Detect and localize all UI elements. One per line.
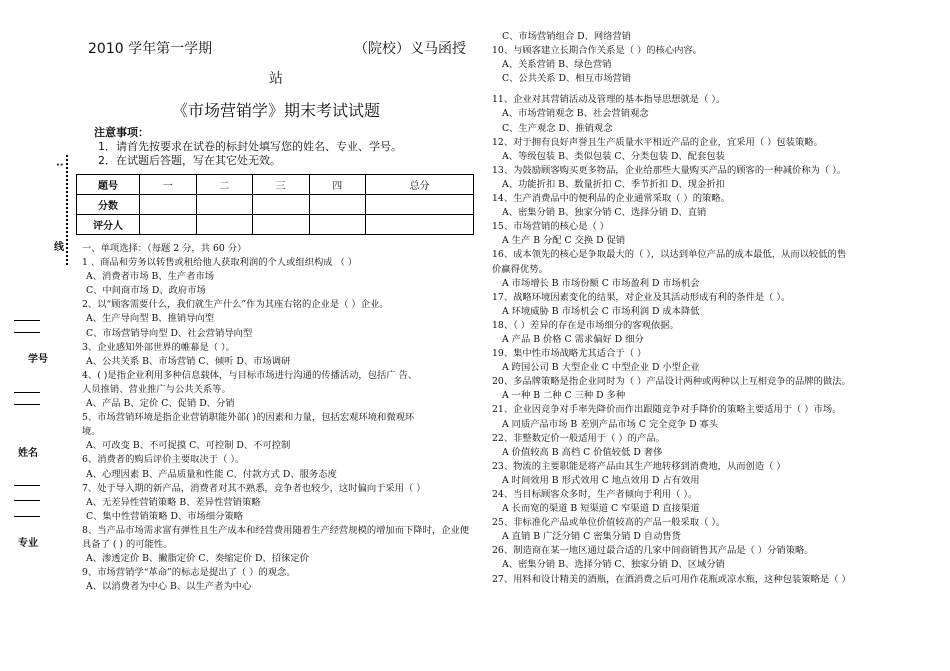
question-line: A、关系营销 B、绿色营销 [502,59,612,71]
binding-margin [0,150,72,550]
spine-label-major: 专业 [18,538,38,549]
spine-label-student-id: 学号 [28,354,48,365]
question-line: 8、当产品市场需求富有弹性且生产成本和经营费用随着生产经营规模的增加而下降时，企业便 [82,524,470,536]
question-line: 15、市场营销的核心是（ ） [492,221,610,233]
question-line: 9、市场营销学“革命”的标志是提出了（ ）的观念。 [82,567,296,579]
score-cell[interactable] [196,195,253,215]
question-line: 20、多品牌策略是指企业同时为（ ）产品设计两种或两种以上互相竞争的品牌的做法。 [492,376,851,388]
score-row-label: 分数 [77,195,140,215]
question-line: 境。 [82,426,101,438]
question-line: A、产品 B、定价 C、促销 D、分销 [86,398,235,410]
question-line: C、中间商市场 D、政府市场 [86,285,206,297]
spine-rule [14,516,40,517]
score-cell[interactable] [366,195,474,215]
question-line: A、市场营销观念 B、社会营销观念 [502,108,649,120]
question-line: A 生产 B 分配 C 交换 D 促销 [502,235,626,247]
spine-rule [14,500,40,501]
question-line: 3、企业感知外部世界的帷幕是（ ）。 [82,341,235,353]
question-line: A 产品 B 价格 C 需求偏好 D 细分 [502,333,644,345]
question-line: 6、消费者的购后评价主要取决于（ ）。 [82,454,245,466]
question-line: A、生产导向型 B、推销导向型 [86,313,215,325]
spine-rule [14,392,40,393]
question-line: A 长而宽的渠道 B 短渠道 C 窄渠道 D 直接渠道 [502,503,700,515]
question-line: 23、物流的主要职能是将产品由其生产地转移到消费地，从而创造（ ） [492,460,786,472]
question-line: 13、为鼓励顾客购买更多物品，企业给那些大量购买产品的顾客的一种减价称为（ ）。 [492,164,847,176]
question-line: 具备了 ( ) 的可能性。 [82,538,173,550]
score-col-header: 总分 [366,175,474,195]
question-line: C、公共关系 D、相互市场营销 [502,73,632,85]
score-col-header: 题号 [77,175,140,195]
spine-label-line: 线 [54,242,64,253]
school-name-cont: 站 [269,71,283,87]
question-line: 26、制造商在某一地区通过最合适的几家中间商销售其产品是（ ）分销策略。 [492,545,814,557]
question-line: A、渗透定价 B、撇脂定价 C、奏缩定价 D、招徕定价 [86,553,309,565]
grader-cell[interactable] [140,215,197,235]
year-term: 2010 学年第一学期 [88,41,213,57]
question-line: A 市场增长 B 市场份额 C 市场盈利 D 市场机会 [502,277,700,289]
grader-cell[interactable] [366,215,474,235]
question-line: 2、以“顾客需要什么，我们就生产什么”作为其座右铭的企业是（ ）企业。 [82,299,389,311]
margin-dots: ·· [56,160,64,171]
grader-cell[interactable] [309,215,366,235]
question-line: 14、生产消费品中的便利品的企业通常采取（ ）的策略。 [492,193,730,205]
score-col-header: 三 [253,175,310,195]
exam-title: 《市场营销学》期末考试试题 [172,101,381,120]
question-line: 22、非整数定价一般适用于（ ）的产品。 [492,432,665,444]
spine-label-name: 姓名 [18,448,38,459]
score-col-header: 四 [309,175,366,195]
score-row [77,195,474,215]
question-line: A 同质产品市场 B 差别产品市场 C 完全竞争 D 寡头 [502,418,719,430]
exam-header [76,38,486,60]
score-table [76,174,474,235]
question-line: 价赢得优势。 [492,263,548,275]
question-line: 16、成本领先的核心是争取最大的（ ），以达到单位产品的成本最低，从而以较低的售 [492,249,847,261]
score-table-header-row [77,175,474,195]
grader-row-label: 评分人 [77,215,140,235]
question-line: A、公共关系 B、市场营销 C、倾听 D、市场调研 [86,355,291,367]
question-line: A 时间效用 B 形式效用 C 地点效用 D 占有效用 [502,474,700,486]
question-line: A 环境威胁 B 市场机会 C 市场利润 D 成本降低 [502,305,700,317]
question-line: A、心理因素 B、产品质量和性能 C、付款方式 D、服务态度 [86,468,337,480]
score-col-header: 二 [196,175,253,195]
question-line: 24、当目标顾客众多时，生产者倾向于利用（ ）。 [492,489,698,500]
question-line: 17、战略环境因素变化的结果，对企业及其活动形成有利的条件是（ ）。 [492,291,791,303]
question-line: 一、单项选择：（每题 2 分，共 60 分） [82,243,247,254]
question-line: C、市场营销导向型 D、社会营销导向型 [86,327,253,339]
grader-cell[interactable] [196,215,253,235]
question-line: A、以消费者为中心 B、以生产者为中心 [86,581,252,593]
dotted-cut-line [66,155,70,265]
score-cell[interactable] [253,195,310,215]
question-line: 10、与顾客建立长期合作关系是（ ）的核心内容。 [492,45,703,57]
question-line: A、无差异性营销策略 B、差异性营销策略 [86,496,261,508]
right-questions [492,30,942,587]
question-line: 4、( )是指企业利用多种信息载体，与目标市场进行沟通的传播活动，包括广 告、 [82,369,418,381]
question-line: 19、集中性市场战略尤其适合于（ ） [492,348,647,360]
question-line: 11、企业对其营销活动及管理的基本指导思想就是（ ）。 [492,94,726,106]
spine-rule [14,485,40,486]
question-line: A、消费者市场 B、生产者市场 [86,271,215,283]
question-line: C、市场营销组合 D、网络营销 [502,31,632,42]
school-name: （院校）义马函授 [354,41,466,57]
spine-rule [14,404,40,405]
left-questions [76,242,486,594]
grader-cell[interactable] [253,215,310,235]
grader-row [77,215,474,235]
question-line: 人员推销、营业推广与公共关系等。 [82,383,231,395]
question-line: A、等级包装 B、类似包装 C、分类包装 D、配套包装 [502,150,725,162]
question-line: 7、处于导入期的新产品，消费者对其不熟悉，竞争者也较少，这时偏向于采用（ ） [82,482,426,494]
spine-rule [14,332,40,333]
question-line: A 直销 B 广泛分销 C 密集分销 D 自动售货 [502,531,681,543]
question-line: 21、企业因竞争对手率先降价而作出跟随竞争对手降价的策略主要适用于（ ）市场。 [492,404,842,416]
score-cell[interactable] [309,195,366,215]
left-column [76,38,486,594]
note-item: 2．在试题后答题，写在其它处无效。 [98,154,281,167]
question-line: A、密集分销 B、独家分销 C、选择分销 D、直销 [502,207,707,219]
question-line: A 一种 B 二种 C 三种 D 多种 [502,390,626,402]
question-line: A 价值较高 B 高档 C 价值较低 D 奢侈 [502,446,663,458]
score-col-header: 一 [140,175,197,195]
question-line: 18、（ ）差异的存在是市场细分的客观依据。 [492,319,679,331]
question-line: 25、非标准化产品或单位价值较高的产品一般采取（ ）。 [492,517,726,529]
question-line: 1 、商品和劳务以转售或租给他人获取利润的个人或组织构成 （ ） [82,257,358,269]
notes-heading: 注意事项： [94,126,149,139]
score-cell[interactable] [140,195,197,215]
question-line: 5、市场营销环境是指企业营销职能外部( )的因素和力量，包括宏观环境和微观环 [82,412,415,424]
question-line: A、可改变 B、不可捉摸 C、可控制 D、不可控制 [86,440,291,452]
question-line: A 跨国公司 B 大型企业 C 中型企业 D 小型企业 [502,362,700,374]
question-line: C、生产观念 D、推销观念 [502,122,613,134]
question-line: A、功能折扣 B、数量折扣 C、季节折扣 D、现金折扣 [502,178,725,190]
question-line: C、集中性营销策略 D、市场细分策略 [86,510,243,522]
question-line: 27、用料和设计精美的酒瓶，在酒消费之后可用作花瓶或凉水瓶，这种包装策略是（ ） [492,573,851,585]
note-item: 1．请首先按要求在试卷的标封处填写您的姓名、专业、学号。 [98,140,402,153]
question-line: 12、对于拥有良好声誉且生产质量水平相近产品的企业，宜采用（ ）包装策略。 [492,136,823,148]
spine-rule [14,320,40,321]
question-line: A、密集分销 B、选择分销 C、独家分销 D、区域分销 [502,559,725,571]
